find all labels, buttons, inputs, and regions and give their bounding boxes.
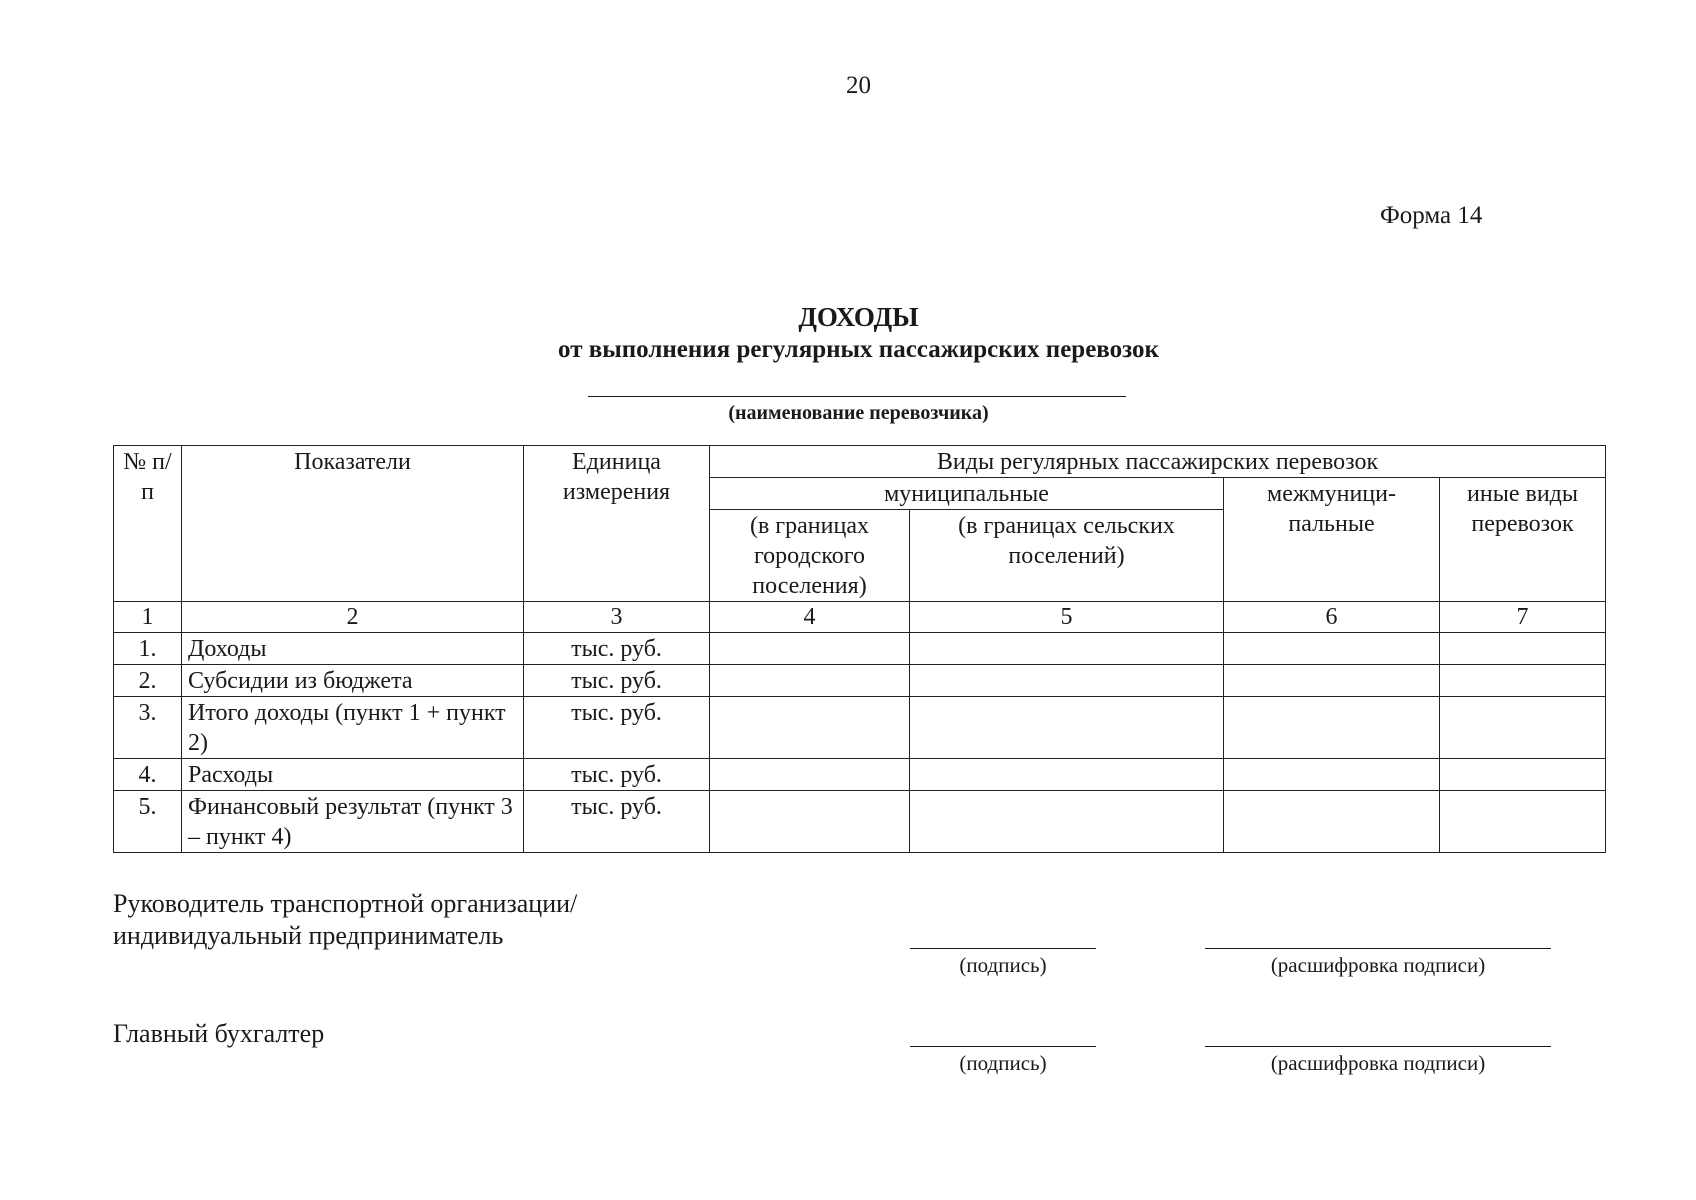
signature-line (910, 1046, 1096, 1047)
row-unit: тыс. руб. (524, 633, 710, 665)
column-number: 3 (524, 602, 710, 633)
value-cell (1224, 633, 1440, 665)
value-cell (910, 697, 1224, 759)
signature-decoding-caption: (расшифровка подписи) (1270, 1051, 1486, 1075)
row-indicator: Итого доходы (пункт 1 + пункт 2) (182, 697, 524, 759)
table-row (114, 665, 1606, 697)
value-cell (1224, 759, 1440, 791)
signature-decoding-line (1205, 1046, 1551, 1047)
value-cell (910, 791, 1224, 853)
column-number: 7 (1440, 602, 1606, 633)
value-cell (1224, 697, 1440, 759)
header-urban: (в границах городского поселения) (710, 510, 910, 602)
header-types: Виды регулярных пассажирских перевозок (710, 446, 1606, 478)
report-table (113, 445, 1606, 853)
signature-decoding-caption: (расшифровка подписи) (1270, 953, 1486, 977)
signature-decoding-line (1205, 948, 1551, 949)
column-number: 6 (1224, 602, 1440, 633)
value-cell (910, 633, 1224, 665)
header-other: иные виды перевозок (1440, 478, 1606, 602)
header-num: № п/п (114, 446, 182, 602)
value-cell (1224, 791, 1440, 853)
carrier-name-caption: (наименование перевозчика) (728, 402, 989, 424)
form-label: Форма 14 (1380, 202, 1483, 229)
value-cell (710, 665, 910, 697)
value-cell (710, 791, 910, 853)
accountant-label: Главный бухгалтер (113, 1019, 325, 1048)
document-subtitle: от выполнения регулярных пассажирских перевозок (558, 336, 1159, 363)
table-row (114, 759, 1606, 791)
head-signatory-label: Руководитель транспортной организации/ индивидуальный предприниматель (113, 889, 578, 950)
page-number: 20 (846, 72, 871, 99)
value-cell (910, 759, 1224, 791)
row-indicator: Финансовый результат (пункт 3 – пункт 4) (182, 791, 524, 853)
header-municipal: муниципальные (710, 478, 1224, 510)
header-indicators: Показатели (182, 446, 524, 602)
column-number: 2 (182, 602, 524, 633)
table-row (114, 633, 1606, 665)
column-number: 5 (910, 602, 1224, 633)
header-intermunicipal: межмуници-пальные (1224, 478, 1440, 602)
value-cell (710, 633, 910, 665)
document-title: ДОХОДЫ (798, 302, 919, 332)
signature-line (910, 948, 1096, 949)
row-unit: тыс. руб. (524, 759, 710, 791)
column-number: 1 (114, 602, 182, 633)
value-cell (1440, 791, 1606, 853)
row-indicator: Доходы (182, 633, 524, 665)
row-unit: тыс. руб. (524, 665, 710, 697)
value-cell (710, 759, 910, 791)
header-unit: Единица измерения (524, 446, 710, 602)
column-number-row (114, 602, 1606, 633)
value-cell (1224, 665, 1440, 697)
row-num: 5. (114, 791, 182, 853)
value-cell (1440, 697, 1606, 759)
header-rural: (в границах сельских поселений) (910, 510, 1224, 602)
row-num: 2. (114, 665, 182, 697)
carrier-name-line (588, 396, 1126, 397)
column-number: 4 (710, 602, 910, 633)
row-unit: тыс. руб. (524, 791, 710, 853)
row-num: 3. (114, 697, 182, 759)
value-cell (910, 665, 1224, 697)
row-indicator: Расходы (182, 759, 524, 791)
signature-caption: (подпись) (959, 1051, 1047, 1075)
header-row (114, 446, 1606, 478)
value-cell (1440, 759, 1606, 791)
row-unit: тыс. руб. (524, 697, 710, 759)
row-num: 4. (114, 759, 182, 791)
row-num: 1. (114, 633, 182, 665)
value-cell (1440, 633, 1606, 665)
table-row (114, 791, 1606, 853)
table-row (114, 697, 1606, 759)
row-indicator: Субсидии из бюджета (182, 665, 524, 697)
signature-caption: (подпись) (959, 953, 1047, 977)
value-cell (710, 697, 910, 759)
value-cell (1440, 665, 1606, 697)
